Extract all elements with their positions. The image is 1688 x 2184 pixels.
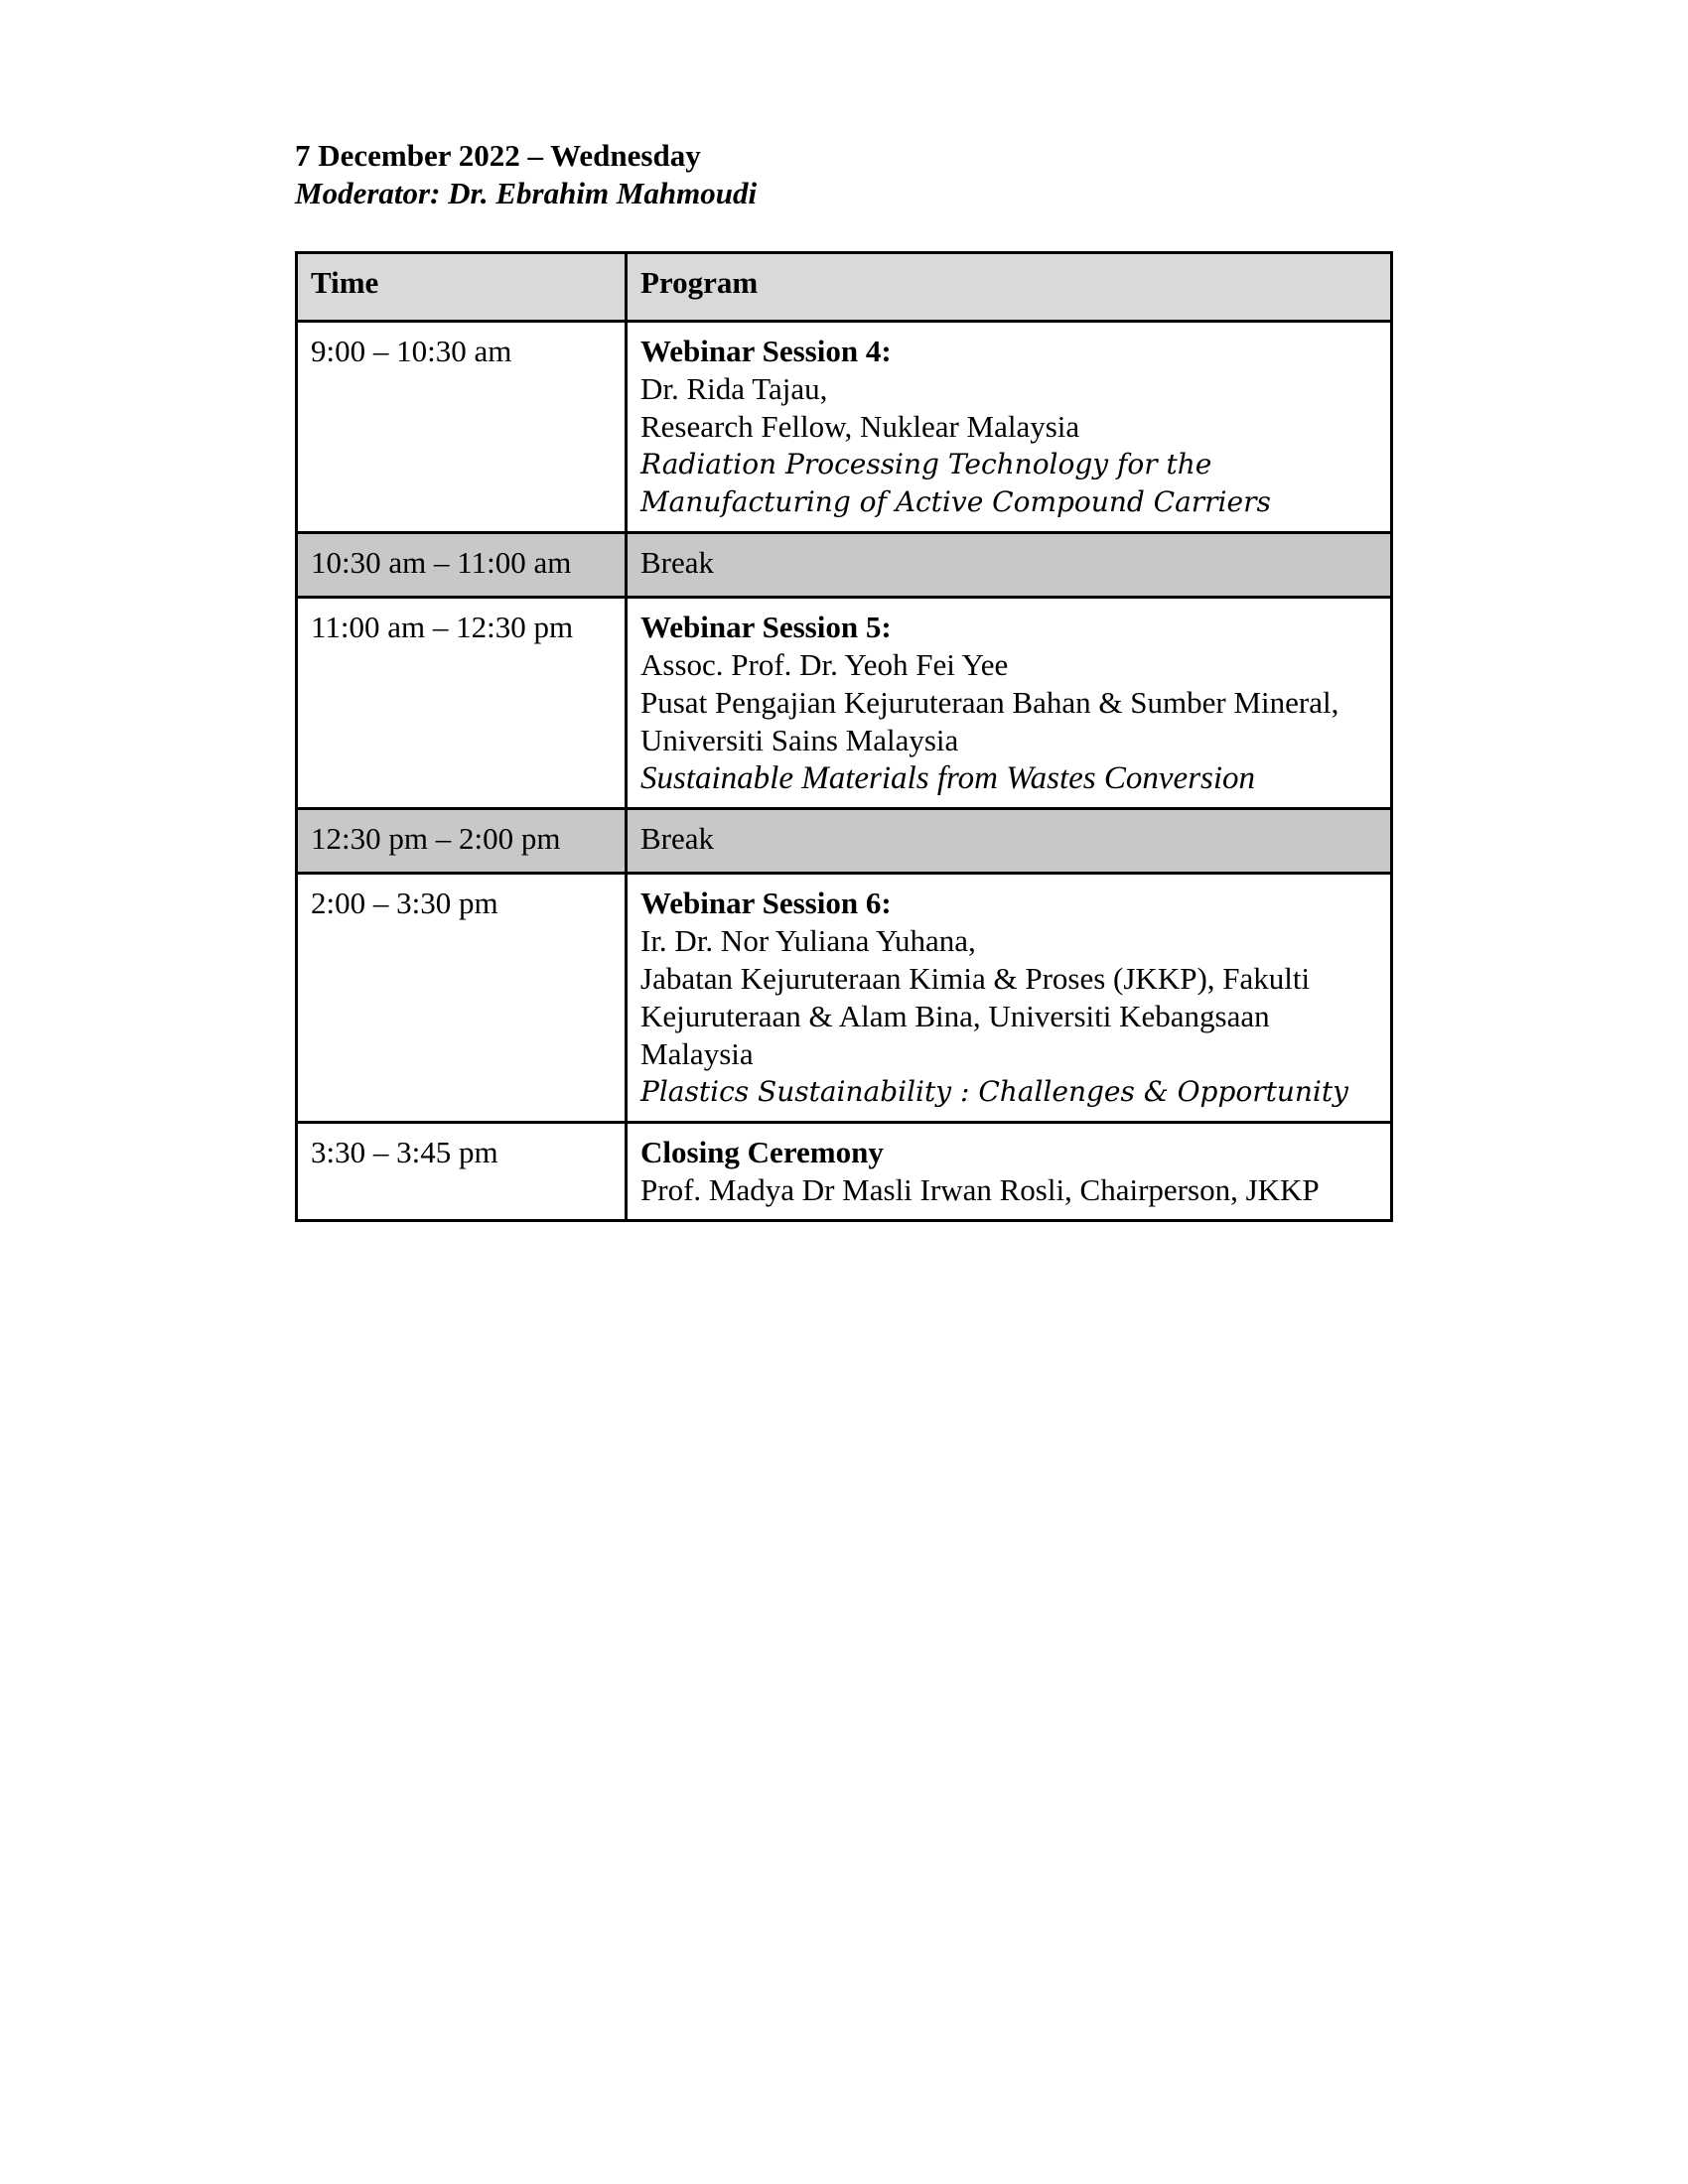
time-cell: 10:30 am – 11:00 am (297, 533, 627, 598)
speaker-affiliation: Jabatan Kejuruteraan Kimia & Proses (JKKP), Fakulti Kejuruteraan & Alam Bina, Universiti Kebangsaan Malaysia (640, 961, 1311, 1071)
table-row (297, 598, 1392, 809)
speaker-name: Assoc. Prof. Dr. Yeoh Fei Yee (640, 647, 1009, 682)
time-cell: 3:30 – 3:45 pm (297, 1123, 627, 1221)
speaker-affiliation: Pusat Pengajian Kejuruteraan Bahan & Sumber Mineral, Universiti Sains Malaysia (640, 685, 1339, 757)
program-cell (627, 874, 1392, 1123)
speaker-name: Prof. Madya Dr Masli Irwan Rosli, Chairperson, JKKP (640, 1172, 1320, 1207)
program-cell (627, 1123, 1392, 1221)
table-header-row (297, 253, 1392, 322)
program-cell: Break (627, 809, 1392, 874)
date-heading: 7 December 2022 – Wednesday (295, 138, 701, 173)
session-topic: Plastics Sustainability : Challenges & Opportunity (640, 1075, 1348, 1108)
time-cell: 9:00 – 10:30 am (297, 322, 627, 533)
time-cell: 2:00 – 3:30 pm (297, 874, 627, 1123)
program-cell (627, 598, 1392, 809)
program-cell: Break (627, 533, 1392, 598)
time-cell: 12:30 pm – 2:00 pm (297, 809, 627, 874)
moderator-line: Moderator: Dr. Ebrahim Mahmoudi (295, 176, 758, 210)
session-title: Webinar Session 4: (640, 334, 892, 368)
speaker-name: Dr. Rida Tajau, (640, 371, 828, 406)
time-cell: 11:00 am – 12:30 pm (297, 598, 627, 809)
speaker-name: Ir. Dr. Nor Yuliana Yuhana, (640, 923, 976, 958)
table-row (297, 322, 1392, 533)
speaker-affiliation: Research Fellow, Nuklear Malaysia (640, 409, 1080, 444)
table-row (297, 874, 1392, 1123)
column-header-time: Time (297, 253, 627, 322)
session-title: Webinar Session 5: (640, 610, 892, 644)
table-row-break (297, 809, 1392, 874)
table-row (297, 1123, 1392, 1221)
program-cell (627, 322, 1392, 533)
table-row-break (297, 533, 1392, 598)
column-header-program: Program (627, 253, 1392, 322)
session-title: Webinar Session 6: (640, 886, 892, 920)
session-topic: Sustainable Materials from Wastes Conversion (640, 760, 1256, 796)
session-title: Closing Ceremony (640, 1135, 884, 1169)
session-topic: Radiation Processing Technology for the Manufacturing of Active Compound Carriers (640, 448, 1271, 518)
schedule-table (295, 251, 1393, 1222)
page-header (295, 137, 1387, 212)
